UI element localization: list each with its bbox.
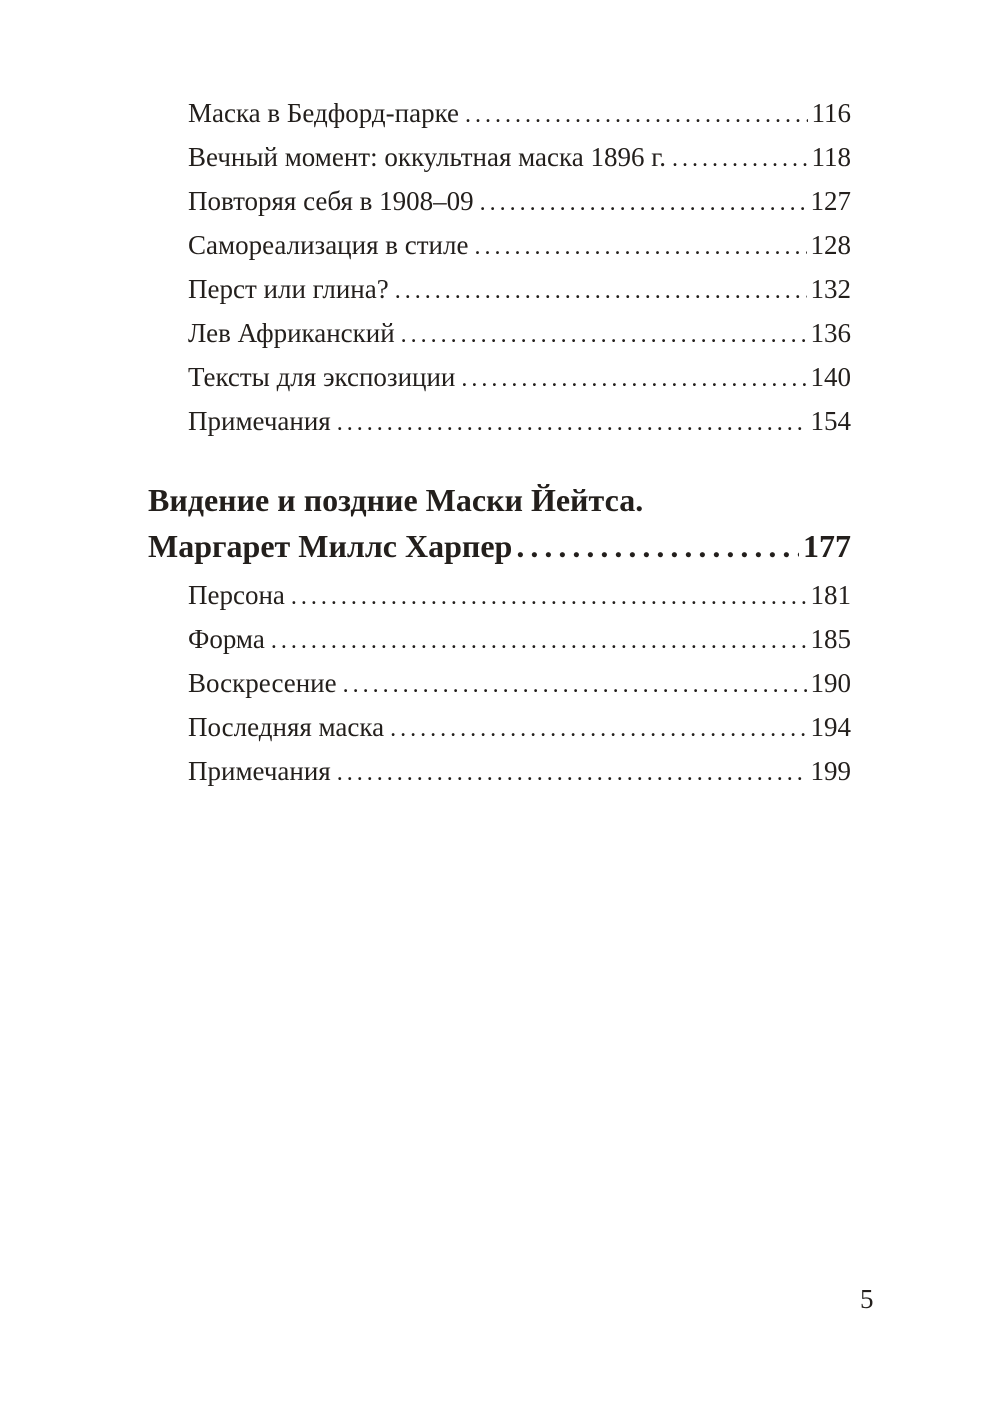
toc-entry-page: 190 [810,668,851,698]
toc-entry[interactable] [188,137,851,177]
dot-leader [395,271,807,309]
toc-entry-page: 132 [810,274,851,304]
toc-entry-title: Вечный момент: оккультная маска 1896 г. [188,142,666,172]
toc-entry-title: Лев Африканский [188,318,395,348]
page-number: 5 [860,1284,874,1314]
dot-leader [337,753,807,791]
toc-entry-page: 154 [810,406,851,436]
toc-entry[interactable] [188,181,851,221]
toc-entry-page: 199 [810,756,851,786]
toc-entry[interactable] [188,575,851,615]
toc-entry-title: Форма [188,624,265,654]
toc-entry-page: 194 [810,712,851,742]
dot-leader [291,577,807,615]
toc-entry-title: Персона [188,580,285,610]
toc-entry-page: 140 [810,362,851,392]
toc-entry[interactable] [188,401,851,441]
toc-entry-title: Маска в Бедфорд-парке [188,98,460,128]
toc-entry-page: 128 [810,230,851,260]
toc-entry[interactable] [188,93,851,133]
toc-entry-page: 181 [810,580,851,610]
toc-entry[interactable] [188,313,851,353]
dot-leader [337,403,807,441]
toc-entry-title: Примечания [188,406,331,436]
toc-entry[interactable] [188,225,851,265]
dot-leader [672,139,808,177]
toc-entry-title: Тексты для экспозиции [188,362,456,392]
toc-entry-title: Перст или глина? [188,274,389,304]
dot-leader [465,95,807,133]
toc-entry[interactable] [188,357,851,397]
chapter-title-line2: Маргарет Миллс Харпер [148,528,513,564]
dot-leader [480,183,807,221]
toc-entry[interactable] [188,619,851,659]
toc-entry[interactable] [188,269,851,309]
dot-leader [461,359,806,397]
toc-entry-page: 116 [811,98,851,128]
toc-entry-title: Самореализация в стиле [188,230,469,260]
dot-leader [474,227,806,265]
toc-entry-title: Повторяя себя в 1908–09 [188,186,474,216]
dot-leader [516,523,799,569]
dot-leader [401,315,807,353]
chapter-title-line1: Видение и поздние Маски Йейтса. [148,482,644,518]
toc-entry-title: Примечания [188,756,331,786]
toc-entry-title: Воскресение [188,668,337,698]
chapter-page: 177 [803,528,851,564]
dot-leader [343,665,807,703]
dot-leader [271,621,807,659]
toc-entry[interactable] [188,707,851,747]
toc-entry-page: 185 [810,624,851,654]
toc-entry-page: 127 [810,186,851,216]
toc-entry[interactable] [188,663,851,703]
toc-entry[interactable] [188,751,851,791]
chapter-heading[interactable] [148,477,851,569]
chapter-title-row [148,523,851,569]
dot-leader [390,709,806,747]
toc-entry-title: Последняя маска [188,712,385,742]
toc-entry-page: 136 [810,318,851,348]
toc-entry-page: 118 [811,142,851,172]
